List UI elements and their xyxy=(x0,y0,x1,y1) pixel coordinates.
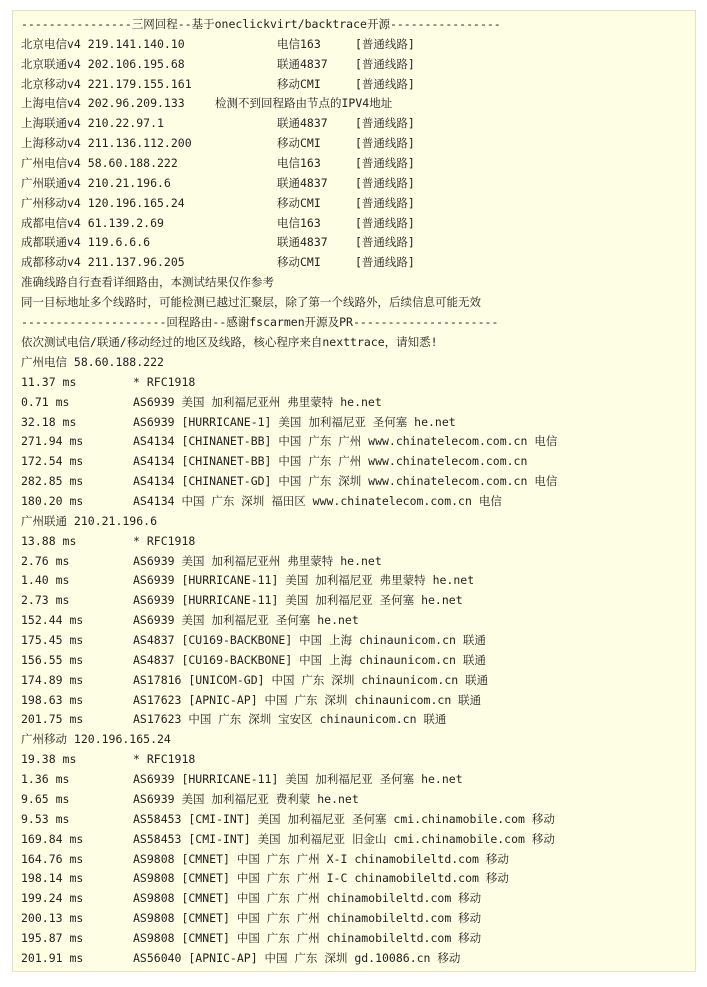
backtrace-node: 上海移动v4 211.136.112.200 xyxy=(21,136,192,151)
hop-info: AS56040 [APNIC-AP] 中国 广东 深圳 gd.10086.cn 移动 xyxy=(133,950,461,965)
hop-latency: 175.45 ms xyxy=(21,633,84,648)
note-accuracy: 准确线路自行查看详细路由，本测试结果仅作参考 xyxy=(21,275,274,289)
route-header: ---------------------回程路由--感谢fscarmen开源及PR--------------------- xyxy=(21,315,499,329)
hop-info: AS4134 [CHINANET-GD] 中国 广东 深圳 www.chinatelecom.com.cn 电信 xyxy=(133,474,558,489)
hop-info: AS6939 美国 加利福尼亚 费利蒙 he.net xyxy=(133,791,359,806)
terminal-output xyxy=(12,10,696,972)
hop-latency: 2.73 ms xyxy=(21,593,70,608)
hop-info: AS6939 美国 加利福尼亚州 弗里蒙特 he.net xyxy=(133,394,382,409)
hop-info: AS58453 [CMI-INT] 美国 加利福尼亚 圣何塞 cmi.chinamobile.com 移动 xyxy=(133,811,555,826)
hop-latency: 172.54 ms xyxy=(21,454,84,469)
hop-latency: 152.44 ms xyxy=(21,613,84,628)
backtrace-isp: 联通4837 xyxy=(277,56,328,71)
hop-info: AS9808 [CMNET] 中国 广东 广州 chinamobileltd.com 移动 xyxy=(133,911,482,926)
backtrace-isp: 移动CMI xyxy=(277,76,321,91)
backtrace-node: 成都电信v4 61.139.2.69 xyxy=(21,215,164,230)
hop-latency: 9.53 ms xyxy=(21,811,70,826)
hop-info: AS4134 [CHINANET-BB] 中国 广东 广州 www.chinatelecom.com.cn xyxy=(133,454,528,469)
hop-info: AS17623 [APNIC-AP] 中国 广东 深圳 chinaunicom.cn 联通 xyxy=(133,692,482,707)
hop-latency: 164.76 ms xyxy=(21,851,84,866)
hop-latency: 9.65 ms xyxy=(21,791,70,806)
hop-latency: 156.55 ms xyxy=(21,652,84,667)
backtrace-isp: 电信163 xyxy=(277,156,321,171)
hop-latency: 200.13 ms xyxy=(21,911,84,926)
hop-latency: 195.87 ms xyxy=(21,930,84,945)
backtrace-isp: 联通4837 xyxy=(277,175,328,190)
route-group-title: 广州移动 120.196.165.24 xyxy=(21,732,171,747)
backtrace-tag: [普通线路] xyxy=(355,235,415,250)
backtrace-isp: 移动CMI xyxy=(277,136,321,151)
hop-latency: 19.38 ms xyxy=(21,752,77,767)
backtrace-node: 上海电信v4 202.96.209.133 xyxy=(21,96,185,111)
hop-info: * RFC1918 xyxy=(133,752,196,767)
route-intro: 依次测试电信/联通/移动经过的地区及线路，核心程序来自nexttrace，请知悉! xyxy=(21,335,438,349)
hop-latency: 13.88 ms xyxy=(21,533,77,548)
hop-latency: 174.89 ms xyxy=(21,672,84,687)
backtrace-node: 广州联通v4 210.21.196.6 xyxy=(21,175,171,190)
hop-info: AS6939 [HURRICANE-1] 美国 加利福尼亚 圣何塞 he.net xyxy=(133,414,456,429)
hop-latency: 201.91 ms xyxy=(21,950,84,965)
hop-info: AS6939 美国 加利福尼亚州 弗里蒙特 he.net xyxy=(133,553,382,568)
backtrace-tag: [普通线路] xyxy=(355,36,415,51)
hop-info: AS9808 [CMNET] 中国 广东 广州 I-C chinamobileltd.com 移动 xyxy=(133,871,509,886)
backtrace-isp: 检测不到回程路由节点的IPV4地址 xyxy=(215,96,393,111)
hop-info: AS9808 [CMNET] 中国 广东 广州 X-I chinamobileltd.com 移动 xyxy=(133,851,509,866)
backtrace-node: 北京移动v4 221.179.155.161 xyxy=(21,76,192,91)
hop-info: AS6939 [HURRICANE-11] 美国 加利福尼亚 弗里蒙特 he.net xyxy=(133,573,475,588)
hop-info: AS9808 [CMNET] 中国 广东 广州 chinamobileltd.com 移动 xyxy=(133,930,482,945)
hop-info: AS4837 [CU169-BACKBONE] 中国 上海 chinaunicom.cn 联通 xyxy=(133,633,486,648)
hop-latency: 282.85 ms xyxy=(21,474,84,489)
hop-info: AS4837 [CU169-BACKBONE] 中国 上海 chinaunicom.cn 联通 xyxy=(133,652,486,667)
hop-info: AS17816 [UNICOM-GD] 中国 广东 深圳 chinaunicom.cn 联通 xyxy=(133,672,489,687)
hop-latency: 180.20 ms xyxy=(21,494,84,509)
hop-latency: 1.40 ms xyxy=(21,573,70,588)
backtrace-tag: [普通线路] xyxy=(355,175,415,190)
route-group-title: 广州联通 210.21.196.6 xyxy=(21,513,158,528)
backtrace-node: 北京联通v4 202.106.195.68 xyxy=(21,56,185,71)
hop-latency: 169.84 ms xyxy=(21,831,84,846)
backtrace-isp: 电信163 xyxy=(277,215,321,230)
hop-latency: 1.36 ms xyxy=(21,772,70,787)
hop-latency: 198.14 ms xyxy=(21,871,84,886)
backtrace-isp: 移动CMI xyxy=(277,255,321,270)
backtrace-tag: [普通线路] xyxy=(355,156,415,171)
hop-latency: 201.75 ms xyxy=(21,712,84,727)
backtrace-node: 广州移动v4 120.196.165.24 xyxy=(21,195,185,210)
backtrace-node: 上海联通v4 210.22.97.1 xyxy=(21,116,164,131)
hop-latency: 0.71 ms xyxy=(21,394,70,409)
backtrace-node: 北京电信v4 219.141.140.10 xyxy=(21,36,185,51)
backtrace-header: ----------------三网回程--基于oneclickvirt/backtrace开源---------------- xyxy=(21,17,501,31)
hop-latency: 198.63 ms xyxy=(21,692,84,707)
hop-info: AS58453 [CMI-INT] 美国 加利福尼亚 旧金山 cmi.chinamobile.com 移动 xyxy=(133,831,555,846)
hop-info: AS6939 [HURRICANE-11] 美国 加利福尼亚 圣何塞 he.net xyxy=(133,772,463,787)
backtrace-tag: [普通线路] xyxy=(355,195,415,210)
hop-latency: 32.18 ms xyxy=(21,414,77,429)
backtrace-tag: [普通线路] xyxy=(355,76,415,91)
backtrace-node: 广州电信v4 58.60.188.222 xyxy=(21,156,178,171)
hop-info: * RFC1918 xyxy=(133,533,196,548)
hop-info: AS9808 [CMNET] 中国 广东 广州 chinamobileltd.com 移动 xyxy=(133,891,482,906)
backtrace-tag: [普通线路] xyxy=(355,255,415,270)
hop-latency: 271.94 ms xyxy=(21,434,84,449)
route-group-title: 广州电信 58.60.188.222 xyxy=(21,355,164,369)
hop-info: * RFC1918 xyxy=(133,374,196,389)
hop-info: AS6939 美国 加利福尼亚 圣何塞 he.net xyxy=(133,613,359,628)
backtrace-isp: 联通4837 xyxy=(277,116,328,131)
backtrace-tag: [普通线路] xyxy=(355,136,415,151)
hop-latency: 2.76 ms xyxy=(21,553,70,568)
backtrace-node: 成都联通v4 119.6.6.6 xyxy=(21,235,151,250)
backtrace-tag: [普通线路] xyxy=(355,116,415,131)
hop-latency: 199.24 ms xyxy=(21,891,84,906)
backtrace-isp: 移动CMI xyxy=(277,195,321,210)
backtrace-tag: [普通线路] xyxy=(355,56,415,71)
hop-latency: 11.37 ms xyxy=(21,374,77,389)
hop-info: AS4134 [CHINANET-BB] 中国 广东 广州 www.chinatelecom.com.cn 电信 xyxy=(133,434,558,449)
hop-info: AS6939 [HURRICANE-11] 美国 加利福尼亚 圣何塞 he.net xyxy=(133,593,463,608)
hop-info: AS4134 中国 广东 深圳 福田区 www.chinatelecom.com.cn 电信 xyxy=(133,494,502,509)
backtrace-isp: 联通4837 xyxy=(277,235,328,250)
backtrace-isp: 电信163 xyxy=(277,36,321,51)
backtrace-node: 成都移动v4 211.137.96.205 xyxy=(21,255,185,270)
hop-info: AS17623 中国 广东 深圳 宝安区 chinaunicom.cn 联通 xyxy=(133,712,447,727)
note-multi-line: 同一目标地址多个线路时，可能检测已越过汇聚层，除了第一个线路外，后续信息可能无效 xyxy=(21,295,481,309)
backtrace-tag: [普通线路] xyxy=(355,215,415,230)
